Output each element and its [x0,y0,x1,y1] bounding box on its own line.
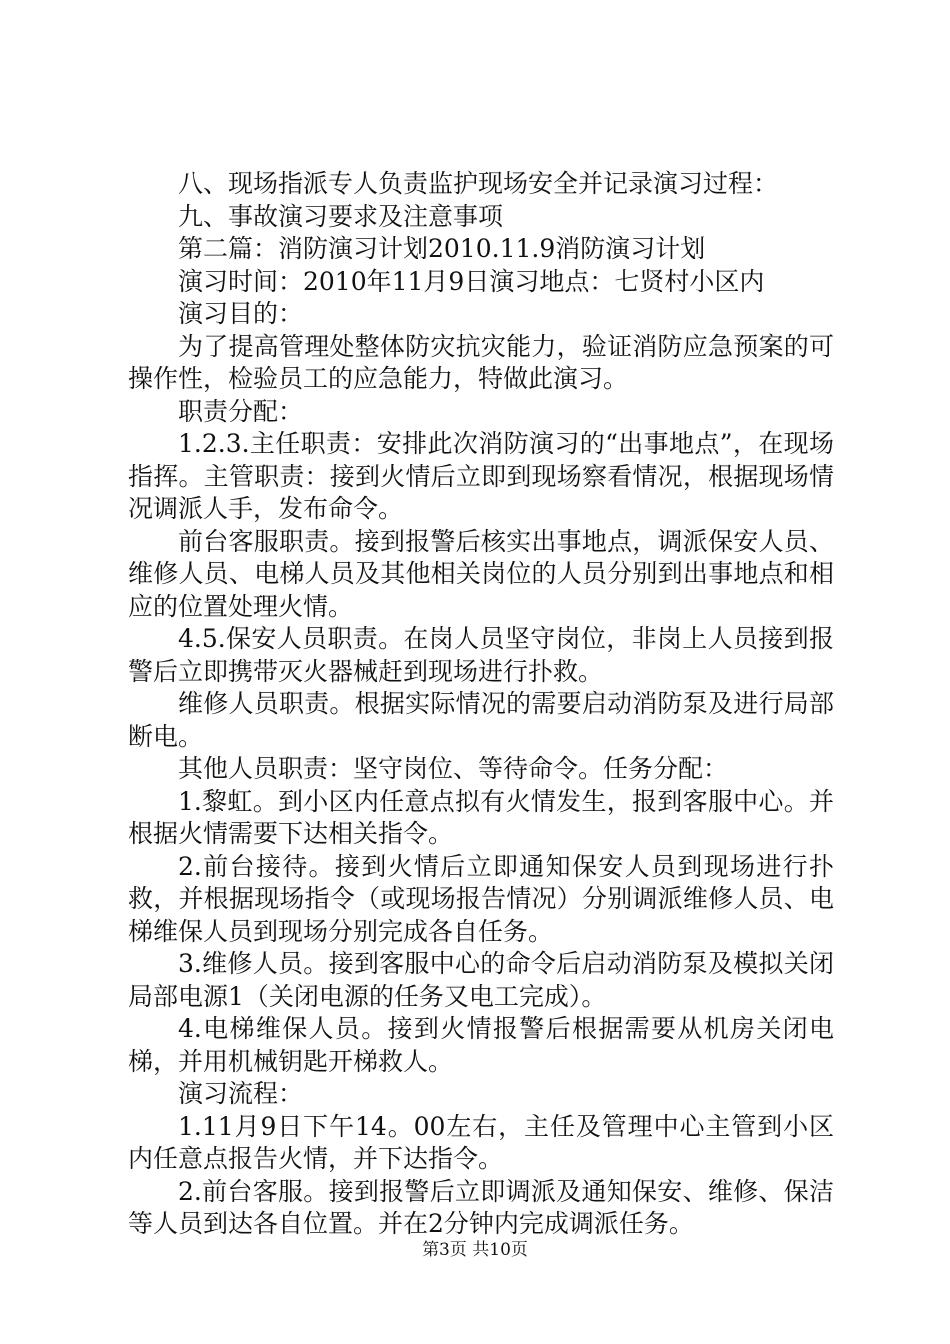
paragraph: 1.11月9日下午14。00左右，主任及管理中心主管到小区内任意点报告火情，并下达指令。 [128,1111,834,1173]
paragraph: 职责分配： [178,396,304,426]
paragraph: 为了提高管理处整体防灾抗灾能力，验证消防应急预案的可操作性，检验员工的应急能力，特做此演习。 [128,331,834,393]
paragraph: 九、事故演习要求及注意事项 [178,201,504,231]
document-body [128,168,834,1241]
paragraph: 1.黎虹。到小区内任意点拟有火情发生，报到客服中心。并根据火情需要下达相关指令。 [128,786,834,848]
paragraph: 演习时间：2010年11月9日演习地点：七贤村小区内 [178,266,765,296]
page-number-footer: 第3页 共10页 [422,1240,528,1260]
paragraph: 其他人员职责：坚守岗位、等待命令。任务分配： [178,754,729,783]
paragraph: 演习目的： [178,299,304,328]
paragraph: 1.2.3.主任职责：安排此次消防演习的“出事地点”，在现场指挥。主管职责：接到火情后立即到现场察看情况，根据现场情况调派人手，发布命令。 [128,429,834,523]
paragraph: 八、现场指派专人负责监护现场安全并记录演习过程： [178,169,779,198]
paragraph: 2.前台接待。接到火情后立即通知保安人员到现场进行扑救，并根据现场指令（或现场报告情况）分别调派维修人员、电梯维保人员到现场分别完成各自任务。 [128,851,834,946]
paragraph: 3.维修人员。接到客服中心的命令后启动消防泵及模拟关闭局部电源1（关闭电源的任务又电工完成）。 [128,949,834,1011]
paragraph: 4.5.保安人员职责。在岗人员坚守岗位，非岗上人员接到报警后立即携带灭火器械赶到现场进行扑救。 [128,624,834,686]
paragraph: 演习流程： [178,1079,304,1108]
paragraph: 4.电梯维保人员。接到火情报警后根据需要从机房关闭电梯，并用机械钥匙开梯救人。 [128,1014,834,1076]
paragraph: 2.前台客服。接到报警后立即调派及通知保安、维修、保洁等人员到达各自位置。并在2分钟内完成调派任务。 [128,1176,834,1238]
paragraph: 第二篇：消防演习计划2010.11.9消防演习计划 [178,234,706,263]
paragraph: 维修人员职责。根据实际情况的需要启动消防泵及进行局部断电。 [128,689,834,751]
paragraph: 前台客服职责。接到报警后核实出事地点，调派保安人员、维修人员、电梯人员及其他相关岗位的人员分别到出事地点和相应的位置处理火情。 [128,526,834,621]
